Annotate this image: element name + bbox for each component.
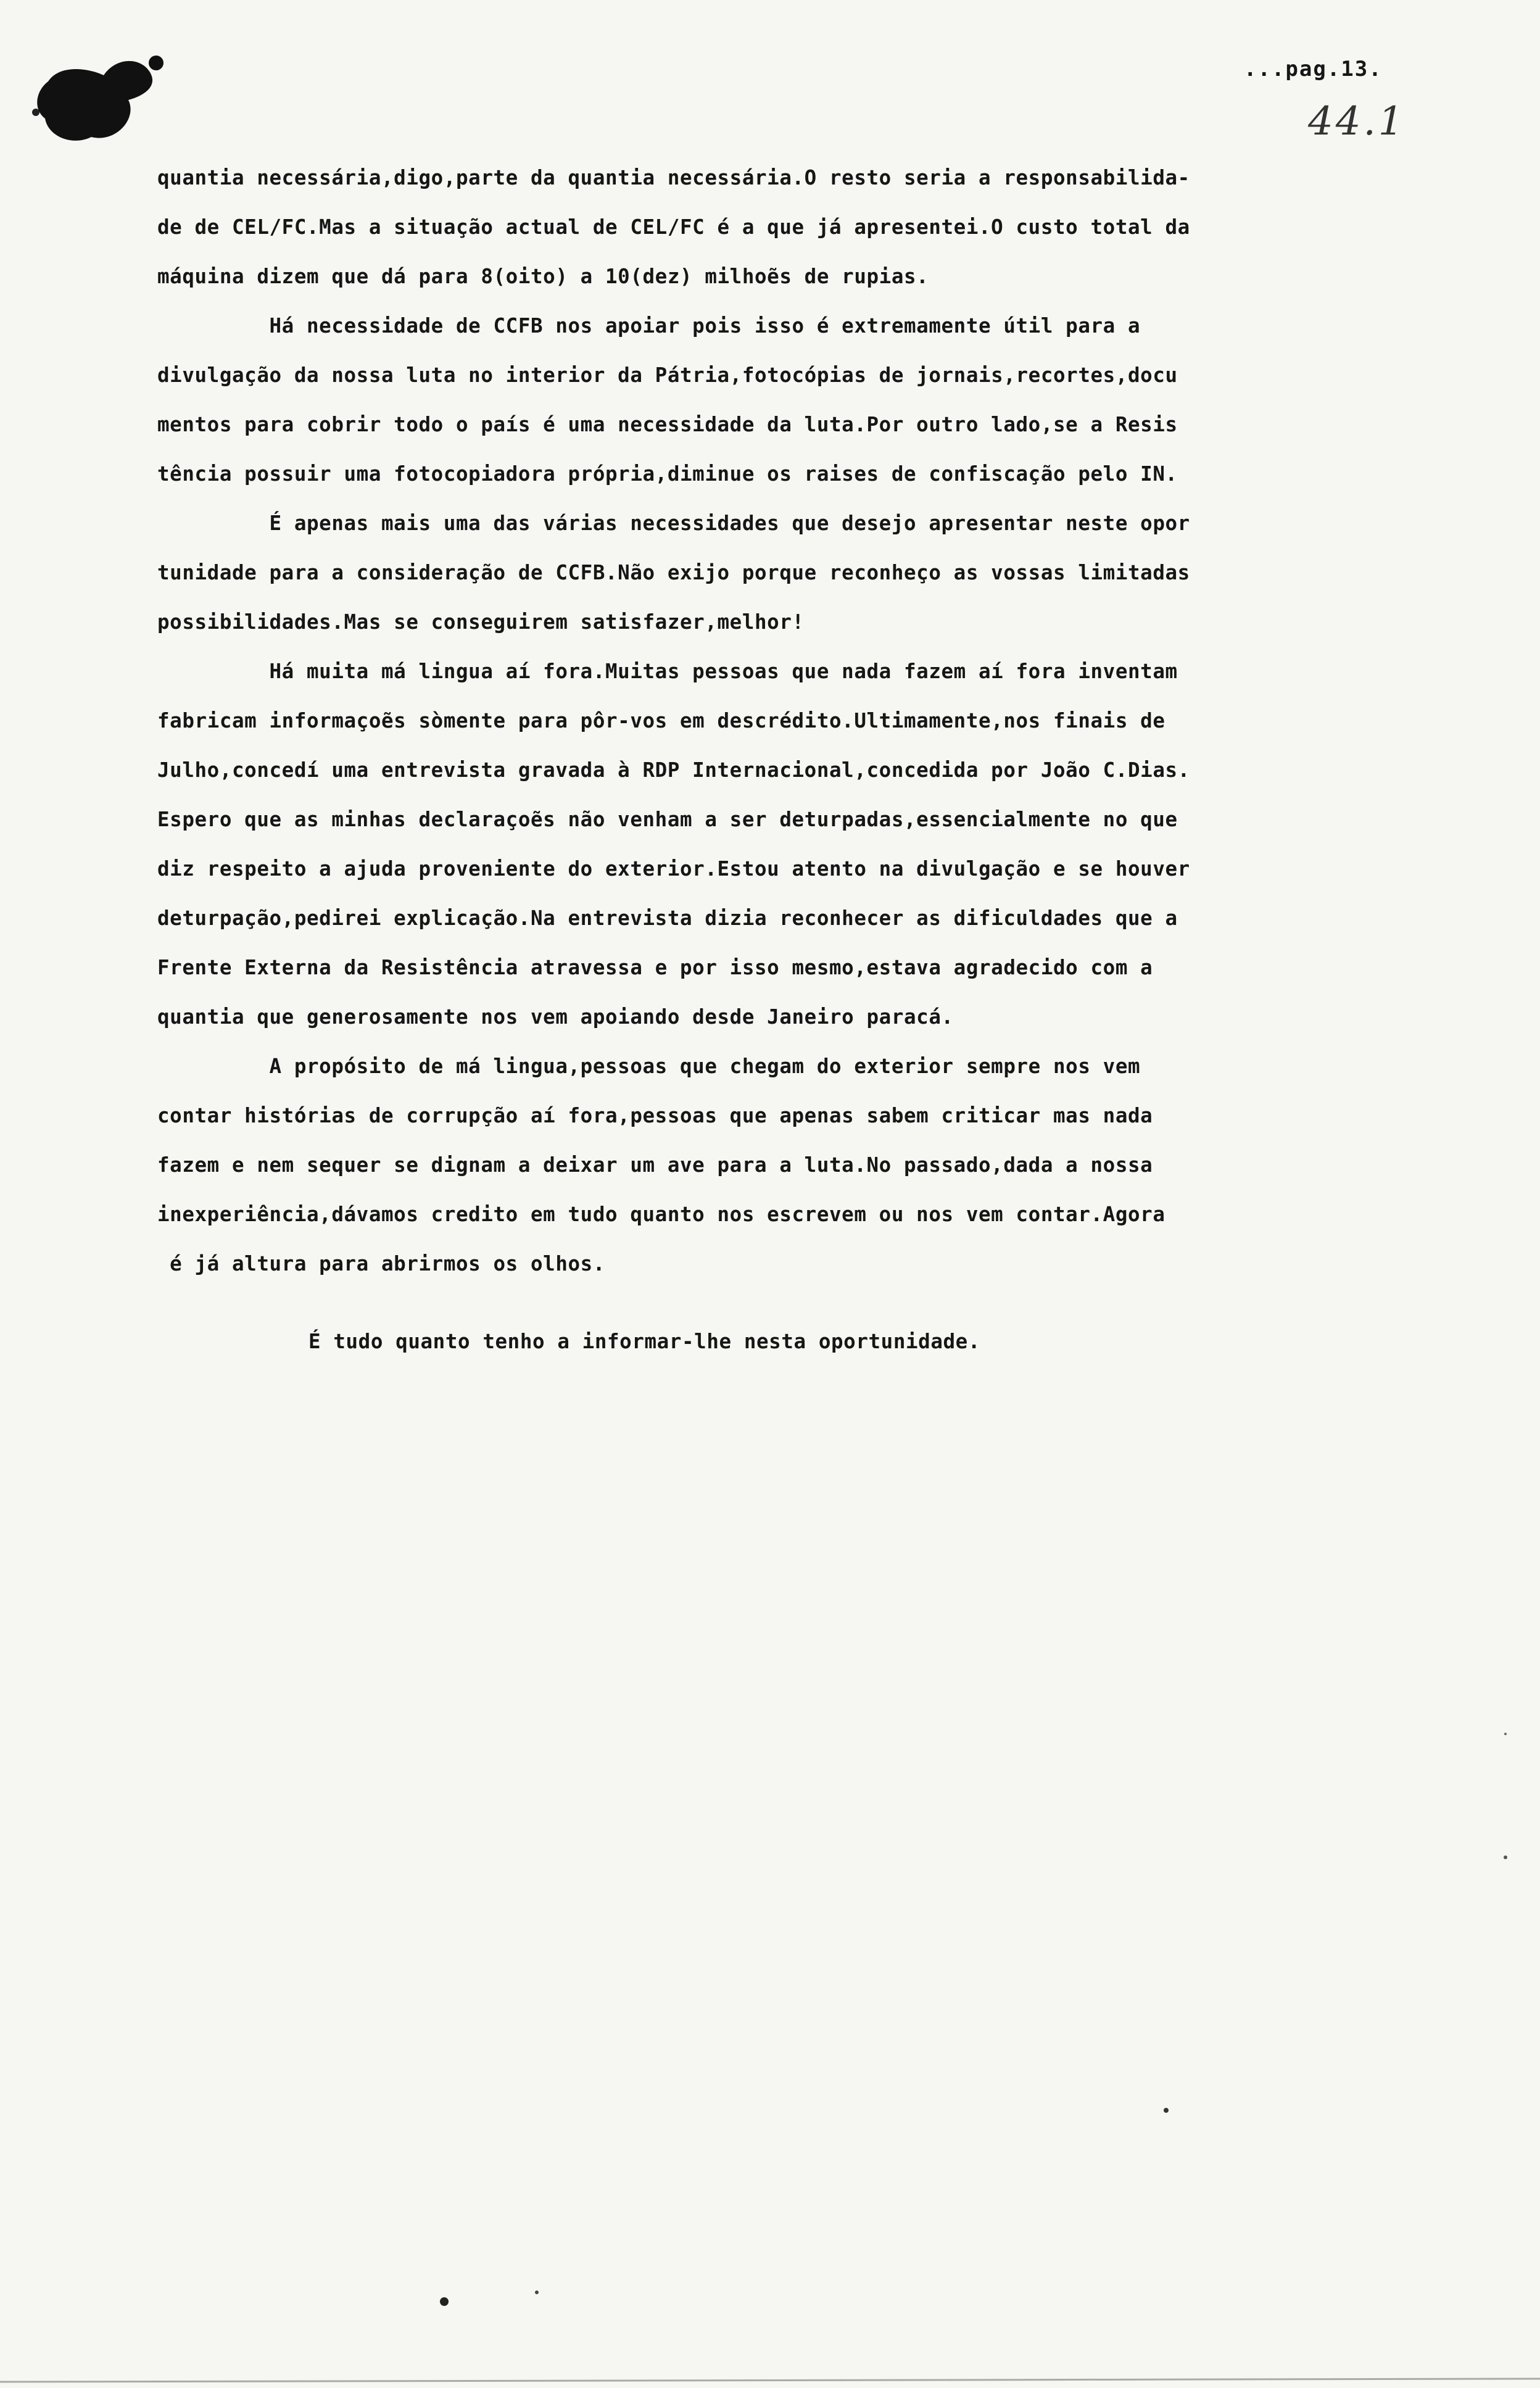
body-line: quantia que generosamente nos vem apoiando desde Janeiro paracá. xyxy=(157,1005,954,1029)
body-line: divulgação da nossa luta no interior da Pátria,fotocópias de jornais,recortes,docu xyxy=(157,363,1178,387)
body-line: Frente Externa da Resistência atravessa e por isso mesmo,estava agradecido com a xyxy=(157,956,1153,979)
letter-body xyxy=(157,153,1441,1288)
body-line: fazem e nem sequer se dignam a deixar um ave para a luta.No passado,dada a nossa xyxy=(157,1153,1153,1177)
handwritten-note xyxy=(1308,99,1413,154)
body-line: tunidade para a consideração de CCFB.Não exijo porque reconheço as vossas limitadas xyxy=(157,561,1190,584)
body-line: inexperiência,dávamos credito em tudo quanto nos escrevem ou nos vem contar.Agora xyxy=(157,1203,1165,1226)
body-line: deturpação,pedirei explicação.Na entrevista dizia reconhecer as dificuldades que a xyxy=(157,906,1178,930)
closing-line: É tudo quanto tenho a informar-lhe nesta oportunidade. xyxy=(308,1330,980,1353)
body-line: A propósito de má lingua,pessoas que chegam do exterior sempre nos vem xyxy=(157,1055,1141,1078)
body-line: fabricam informaçoẽs sòmente para pôr-vos em descrédito.Ultimamente,nos finais de xyxy=(157,709,1165,732)
ink-blot-mark xyxy=(23,38,172,162)
body-line: quantia necessária,digo,parte da quantia necessária.O resto seria a responsabilida- xyxy=(157,166,1190,189)
body-line: Espero que as minhas declaraçoẽs não venham a ser deturpadas,essencialmente no que xyxy=(157,808,1178,831)
body-line: é já altura para abrirmos os olhos. xyxy=(157,1252,605,1275)
body-line: mentos para cobrir todo o país é uma necessidade da luta.Por outro lado,se a Resis xyxy=(157,413,1178,436)
body-line: de de CEL/FC.Mas a situação actual de CEL/FC é a que já apresentei.O custo total da xyxy=(157,215,1190,239)
body-line: diz respeito a ajuda proveniente do exterior.Estou atento na divulgação e se houver xyxy=(157,857,1190,881)
handwritten-note-text: 44.1 xyxy=(1308,99,1406,144)
body-line: Julho,concedí uma entrevista gravada à RDP Internacional,concedida por João C.Dias. xyxy=(157,758,1190,782)
body-line: possibilidades.Mas se conseguirem satisfazer,melhor! xyxy=(157,610,805,634)
page-number: ...pag.13. xyxy=(1244,57,1383,81)
body-line: Há muita má lingua aí fora.Muitas pessoas que nada fazem aí fora inventam xyxy=(157,660,1178,683)
body-line: É apenas mais uma das várias necessidades que desejo apresentar neste opor xyxy=(157,512,1190,535)
body-line: Há necessidade de CCFB nos apoiar pois isso é extremamente útil para a xyxy=(157,314,1141,338)
body-line: tência possuir uma fotocopiadora própria,diminue os raises de confiscação pelo IN. xyxy=(157,462,1178,486)
body-line: contar histórias de corrupção aí fora,pessoas que apenas sabem criticar mas nada xyxy=(157,1104,1153,1127)
body-line: máquina dizem que dá para 8(oito) a 10(dez) milhoẽs de rupias. xyxy=(157,265,929,288)
